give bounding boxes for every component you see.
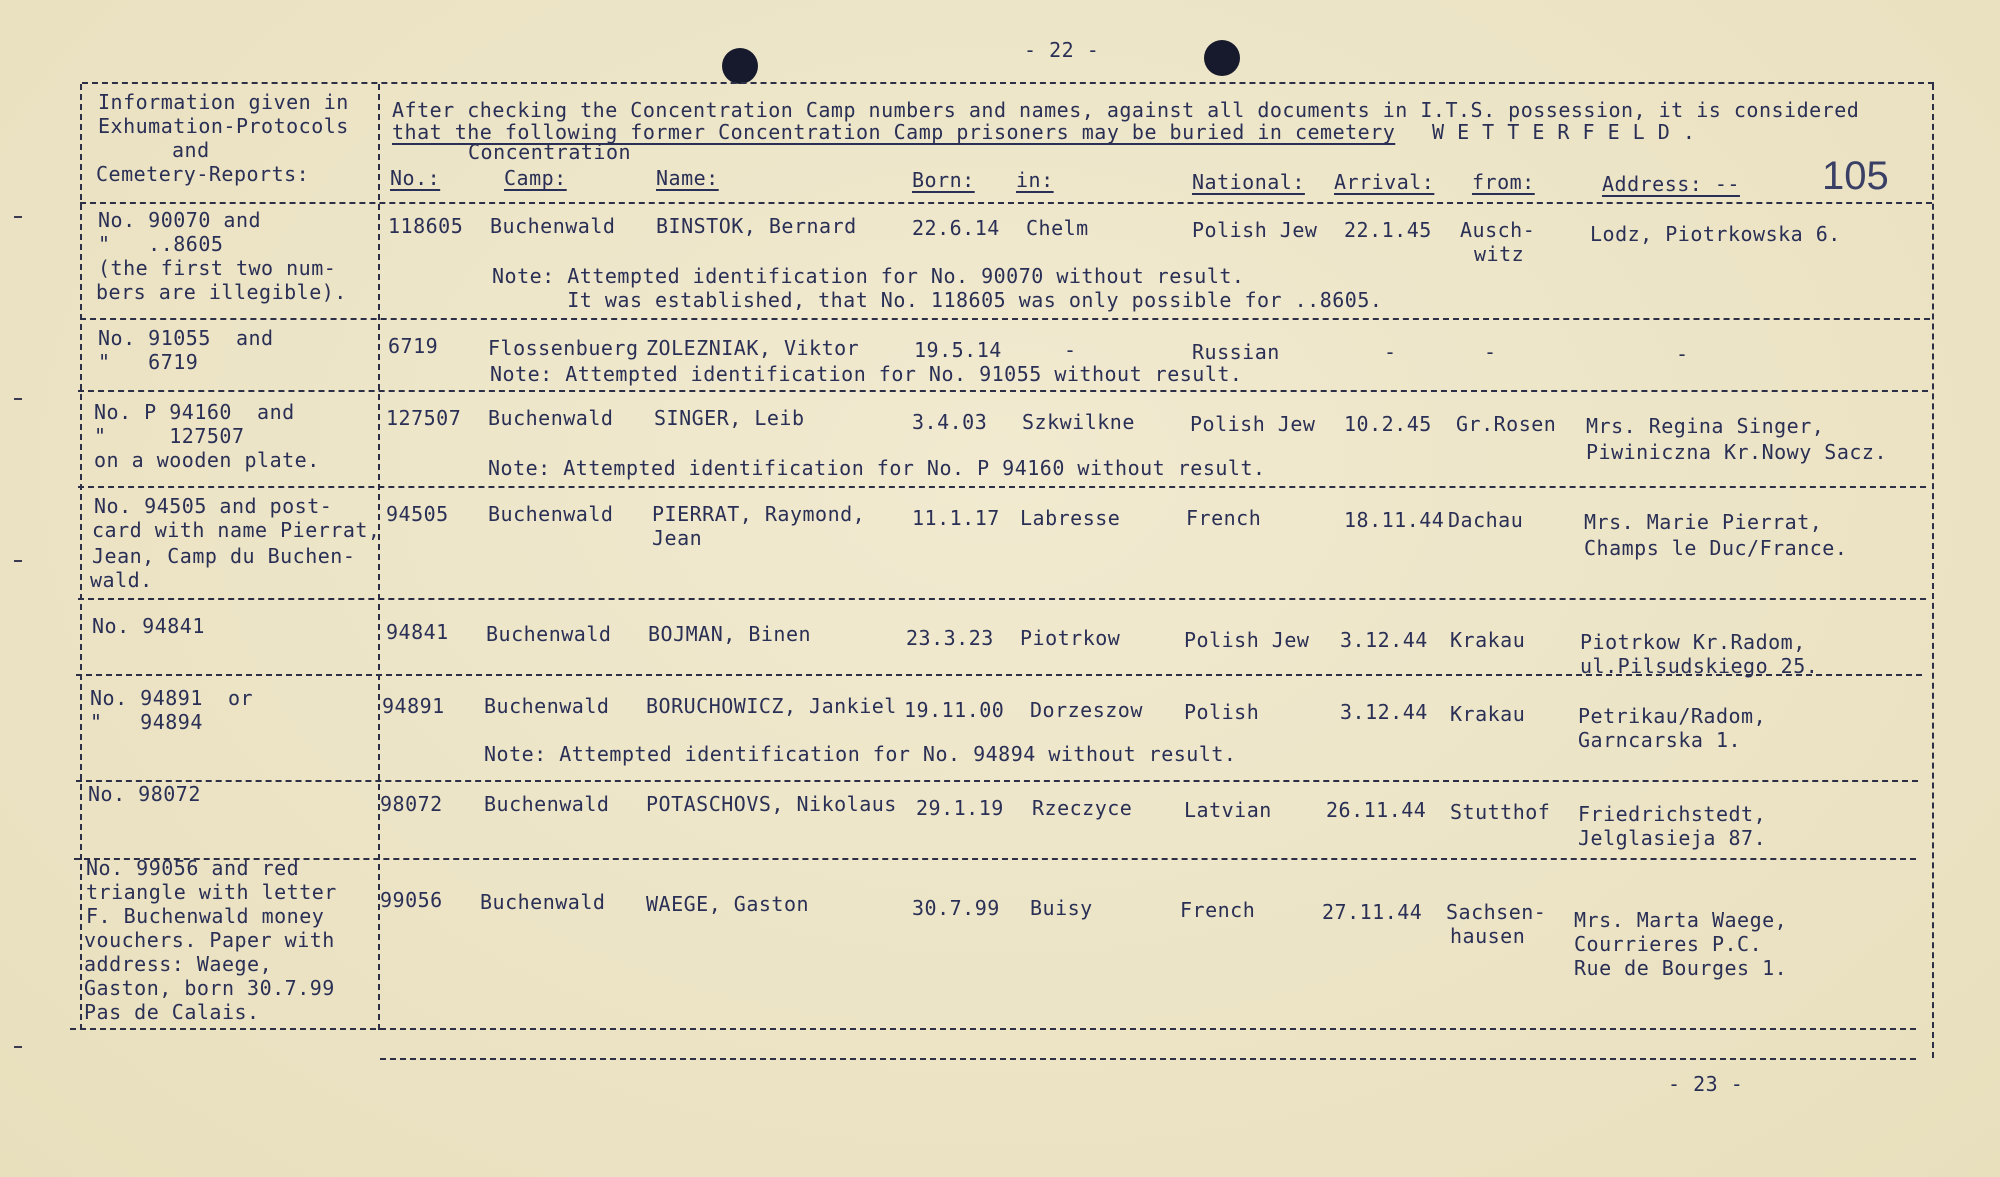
row-in: Labresse [1020, 506, 1121, 530]
row-born: 19.11.00 [904, 698, 1005, 722]
row-note: Note: Attempted identification for No. 90070 without result. [492, 264, 1245, 288]
row-info: No. 94841 [92, 614, 205, 638]
row-info: Pas de Calais. [84, 1000, 260, 1024]
row-arrival: 3.12.44 [1340, 628, 1428, 652]
row-born: 19.5.14 [914, 338, 1002, 362]
col-camp: Camp: [504, 166, 567, 190]
row-divider [80, 318, 1930, 320]
row-info: No. 94891 or [90, 686, 254, 710]
row-in: Chelm [1026, 216, 1089, 240]
row-arrival: 27.11.44 [1322, 900, 1423, 924]
row-from: Krakau [1450, 628, 1526, 652]
row-name: ZOLEZNIAK, Viktor [646, 336, 860, 360]
row-info: wald. [90, 568, 153, 592]
row-arrival: 10.2.45 [1344, 412, 1432, 436]
row-from: hausen [1450, 924, 1526, 948]
margin-mark [14, 398, 22, 400]
row-info: Gaston, born 30.7.99 [84, 976, 335, 1000]
row-national: Latvian [1184, 798, 1272, 822]
row-born: 29.1.19 [916, 796, 1004, 820]
row-info: Jean, Camp du Buchen- [92, 544, 356, 568]
row-national: Polish Jew [1190, 412, 1316, 436]
left-header-line: Information given in [98, 90, 349, 114]
row-camp: Buchenwald [490, 214, 616, 238]
row-born: 3.4.03 [912, 410, 988, 434]
row-born: 30.7.99 [912, 896, 1000, 920]
row-national: Polish Jew [1192, 218, 1318, 242]
row-address: Garncarska 1. [1578, 728, 1742, 752]
col-in: in: [1016, 168, 1054, 192]
row-camp: Flossenbuerg [488, 336, 639, 360]
col-address: Address: -- [1602, 172, 1740, 196]
row-name: WAEGE, Gaston [646, 892, 810, 916]
row-in: Dorzeszow [1030, 698, 1143, 722]
row-born: 23.3.23 [906, 626, 994, 650]
row-from: witz [1474, 242, 1525, 266]
row-name: PIERRAT, Raymond, [652, 502, 866, 526]
table-right-border [1932, 84, 1934, 1058]
row-name: SINGER, Leib [654, 406, 805, 430]
table-left-border [80, 84, 82, 1030]
row-address: Rue de Bourges 1. [1574, 956, 1788, 980]
row-no: 118605 [388, 214, 464, 238]
row-info: on a wooden plate. [94, 448, 320, 472]
row-info: bers are illegible). [96, 280, 347, 304]
row-address: Piwiniczna Kr.Nowy Sacz. [1586, 440, 1887, 464]
row-national: Polish [1184, 700, 1260, 724]
col-born: Born: [912, 168, 975, 192]
cemetery-name: W E T T E R F E L D . [1432, 120, 1696, 144]
punch-hole-right [1204, 40, 1240, 76]
row-national: French [1180, 898, 1256, 922]
row-address: ul.Pilsudskiego 25. [1580, 654, 1819, 678]
row-info: vouchers. Paper with [84, 928, 335, 952]
punch-hole-left [722, 48, 758, 84]
intro-line-1: After checking the Concentration Camp numbers and names, against all documents in I.T.S. possession, it is considered [392, 98, 1860, 122]
row-no: 94891 [382, 694, 445, 718]
row-address: Piotrkow Kr.Radom, [1580, 630, 1806, 654]
row-address: Lodz, Piotrkowska 6. [1590, 222, 1841, 246]
margin-mark [14, 1046, 22, 1048]
margin-mark [14, 216, 22, 218]
row-info: " ..8605 [98, 232, 224, 256]
row-national: Russian [1192, 340, 1280, 364]
row-no: 94505 [386, 502, 449, 526]
row-info: " 6719 [98, 350, 199, 374]
row-name: Jean [652, 526, 703, 550]
row-info: " 127507 [94, 424, 245, 448]
row-camp: Buchenwald [486, 622, 612, 646]
row-address: Mrs. Regina Singer, [1586, 414, 1825, 438]
col-from: from: [1472, 170, 1535, 194]
row-from: - [1484, 340, 1497, 364]
row-camp: Buchenwald [480, 890, 606, 914]
row-address: Petrikau/Radom, [1578, 704, 1767, 728]
row-address: Champs le Duc/France. [1584, 536, 1848, 560]
row-divider [76, 780, 1918, 782]
row-divider [78, 390, 1928, 392]
row-in: Buisy [1030, 896, 1093, 920]
row-address: Courrieres P.C. [1574, 932, 1763, 956]
row-note: Note: Attempted identification for No. 91055 without result. [490, 362, 1243, 386]
row-in: Rzeczyce [1032, 796, 1133, 820]
page-number-bottom: - 23 - [1668, 1072, 1744, 1096]
row-name: POTASCHOVS, Nikolaus [646, 792, 897, 816]
row-divider [78, 486, 1926, 488]
row-note: Note: Attempted identification for No. P 94160 without result. [488, 456, 1266, 480]
row-info: address: Waege, [84, 952, 273, 976]
row-camp: Buchenwald [484, 694, 610, 718]
row-national: Polish Jew [1184, 628, 1310, 652]
row-in: Szkwilkne [1022, 410, 1135, 434]
row-info: No. 91055 and [98, 326, 274, 350]
row-name: BINSTOK, Bernard [656, 214, 857, 238]
margin-mark [14, 560, 22, 562]
col-national: National: [1192, 170, 1305, 194]
row-address: Mrs. Marie Pierrat, [1584, 510, 1823, 534]
row-note: Note: Attempted identification for No. 94894 without result. [484, 742, 1237, 766]
row-arrival: 22.1.45 [1344, 218, 1432, 242]
row-camp: Buchenwald [488, 502, 614, 526]
row-info: F. Buchenwald money [86, 904, 325, 928]
table-top-border [82, 82, 1934, 84]
row-address: Jelglasieja 87. [1578, 826, 1767, 850]
left-header-line: Cemetery-Reports: [96, 162, 310, 186]
row-info: No. 94505 and post- [94, 494, 333, 518]
row-from: Gr.Rosen [1456, 412, 1557, 436]
table-bottom-border-2 [380, 1058, 1916, 1060]
row-info: No. 99056 and red [86, 856, 300, 880]
row-info: card with name Pierrat, [92, 518, 381, 542]
page-number-top: - 22 - [1024, 38, 1100, 62]
row-arrival: - [1384, 340, 1397, 364]
row-no: 94841 [386, 620, 449, 644]
row-no: 98072 [380, 792, 443, 816]
row-info: (the first two num- [98, 256, 337, 280]
row-info: No. 90070 and [98, 208, 262, 232]
row-in: Piotrkow [1020, 626, 1121, 650]
row-info: triangle with letter [86, 880, 337, 904]
row-address: Mrs. Marta Waege, [1574, 908, 1788, 932]
row-from: Dachau [1448, 508, 1524, 532]
row-divider [78, 598, 1926, 600]
row-name: BORUCHOWICZ, Jankiel [646, 694, 897, 718]
row-address: Friedrichstedt, [1578, 802, 1767, 826]
table-bottom-border [70, 1028, 1916, 1030]
intro-line-2: that the following former Concentration Camp prisoners may be buried in cemetery [392, 120, 1396, 144]
stamp-number: 105 [1822, 154, 1889, 198]
left-header-line: and [172, 138, 210, 162]
row-info: No. 98072 [88, 782, 201, 806]
row-in: - [1064, 338, 1077, 362]
left-header-line: Exhumation-Protocols [98, 114, 349, 138]
header-divider [80, 202, 1932, 204]
row-from: Stutthof [1450, 800, 1551, 824]
row-note: It was established, that No. 118605 was only possible for ..8605. [492, 288, 1383, 312]
row-no: 99056 [380, 888, 443, 912]
row-name: BOJMAN, Binen [648, 622, 812, 646]
row-info: No. P 94160 and [94, 400, 295, 424]
row-info: " 94894 [90, 710, 203, 734]
row-arrival: 3.12.44 [1340, 700, 1428, 724]
row-address: - [1676, 342, 1689, 366]
row-from: Krakau [1450, 702, 1526, 726]
row-from: Sachsen- [1446, 900, 1547, 924]
col-name: Name: [656, 166, 719, 190]
row-born: 22.6.14 [912, 216, 1000, 240]
row-arrival: 18.11.44 [1344, 508, 1445, 532]
row-camp: Buchenwald [488, 406, 614, 430]
col-no: No.: [390, 166, 441, 190]
col-arrival: Arrival: [1334, 170, 1435, 194]
row-no: 127507 [386, 406, 462, 430]
col-concentration: Concentration [468, 140, 632, 164]
row-no: 6719 [388, 334, 439, 358]
row-camp: Buchenwald [484, 792, 610, 816]
row-arrival: 26.11.44 [1326, 798, 1427, 822]
row-divider [74, 858, 1916, 860]
row-born: 11.1.17 [912, 506, 1000, 530]
row-national: French [1186, 506, 1262, 530]
row-from: Ausch- [1460, 218, 1536, 242]
